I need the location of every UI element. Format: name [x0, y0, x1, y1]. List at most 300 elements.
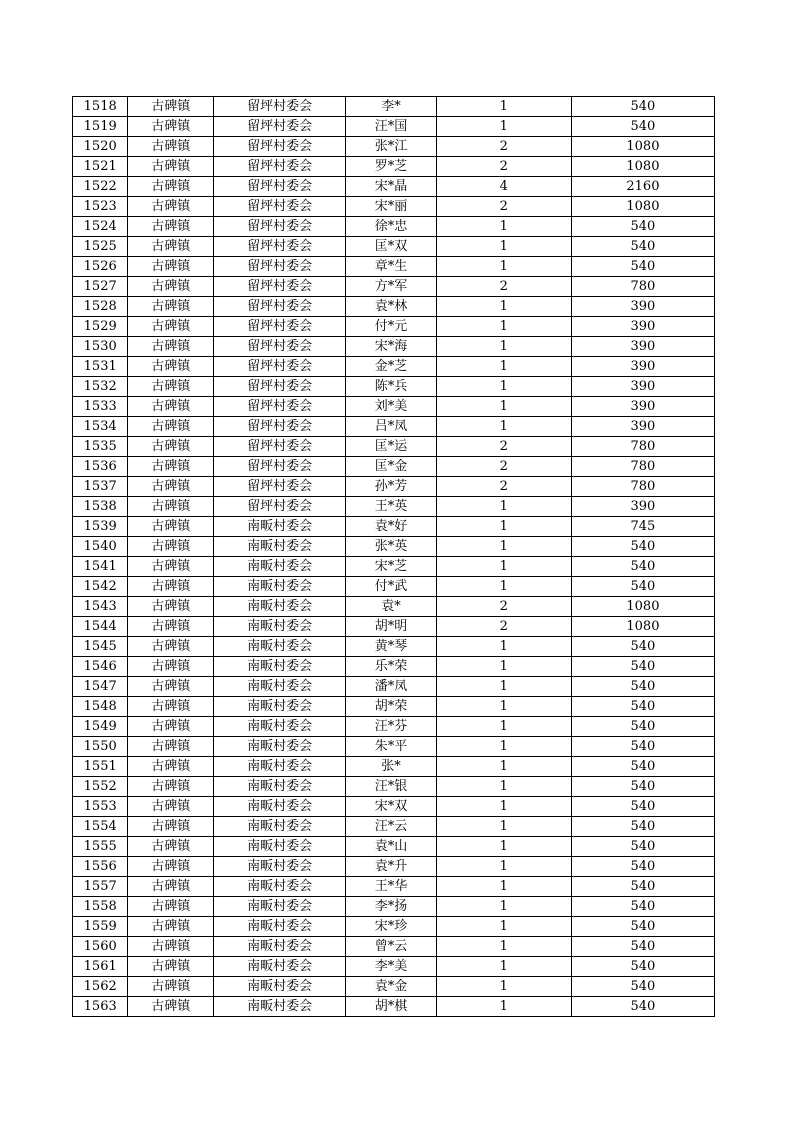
row-number: 1555: [73, 837, 128, 857]
row-number: 1535: [73, 437, 128, 457]
amount-cell: 780: [571, 457, 714, 477]
town-cell: 古碑镇: [128, 377, 214, 397]
count-cell: 1: [436, 717, 571, 737]
count-cell: 2: [436, 137, 571, 157]
name-cell: 袁*升: [346, 857, 437, 877]
amount-cell: 540: [571, 857, 714, 877]
village-cell: 留坪村委会: [214, 437, 346, 457]
table-row: [73, 737, 715, 757]
amount-cell: 1080: [571, 617, 714, 637]
row-number: 1543: [73, 597, 128, 617]
table-row: [73, 497, 715, 517]
count-cell: 1: [436, 97, 571, 117]
table-row: [73, 177, 715, 197]
amount-cell: 540: [571, 697, 714, 717]
town-cell: 古碑镇: [128, 977, 214, 997]
table-row: [73, 397, 715, 417]
row-number: 1525: [73, 237, 128, 257]
town-cell: 古碑镇: [128, 157, 214, 177]
amount-cell: 540: [571, 677, 714, 697]
row-number: 1548: [73, 697, 128, 717]
amount-cell: 540: [571, 977, 714, 997]
town-cell: 古碑镇: [128, 177, 214, 197]
count-cell: 2: [436, 477, 571, 497]
name-cell: 袁*好: [346, 517, 437, 537]
village-cell: 南畈村委会: [214, 917, 346, 937]
amount-cell: 540: [571, 117, 714, 137]
town-cell: 古碑镇: [128, 277, 214, 297]
count-cell: 1: [436, 737, 571, 757]
row-number: 1523: [73, 197, 128, 217]
town-cell: 古碑镇: [128, 337, 214, 357]
amount-cell: 390: [571, 377, 714, 397]
count-cell: 1: [436, 317, 571, 337]
count-cell: 1: [436, 537, 571, 557]
village-cell: 南畈村委会: [214, 897, 346, 917]
town-cell: 古碑镇: [128, 797, 214, 817]
row-number: 1554: [73, 817, 128, 837]
row-number: 1553: [73, 797, 128, 817]
name-cell: 罗*芝: [346, 157, 437, 177]
amount-cell: 540: [571, 577, 714, 597]
name-cell: 张*江: [346, 137, 437, 157]
name-cell: 刘*美: [346, 397, 437, 417]
village-cell: 留坪村委会: [214, 197, 346, 217]
row-number: 1539: [73, 517, 128, 537]
town-cell: 古碑镇: [128, 537, 214, 557]
town-cell: 古碑镇: [128, 257, 214, 277]
count-cell: 1: [436, 397, 571, 417]
town-cell: 古碑镇: [128, 317, 214, 337]
row-number: 1532: [73, 377, 128, 397]
village-cell: 南畈村委会: [214, 657, 346, 677]
name-cell: 黄*琴: [346, 637, 437, 657]
row-number: 1557: [73, 877, 128, 897]
name-cell: 陈*兵: [346, 377, 437, 397]
amount-cell: 540: [571, 877, 714, 897]
table-row: [73, 337, 715, 357]
amount-cell: 540: [571, 997, 714, 1017]
village-cell: 南畈村委会: [214, 977, 346, 997]
amount-cell: 780: [571, 277, 714, 297]
amount-cell: 540: [571, 777, 714, 797]
table-row: [73, 617, 715, 637]
row-number: 1533: [73, 397, 128, 417]
row-number: 1549: [73, 717, 128, 737]
town-cell: 古碑镇: [128, 497, 214, 517]
count-cell: 2: [436, 617, 571, 637]
row-number: 1542: [73, 577, 128, 597]
row-number: 1537: [73, 477, 128, 497]
name-cell: 宋*海: [346, 337, 437, 357]
village-cell: 南畈村委会: [214, 677, 346, 697]
row-number: 1521: [73, 157, 128, 177]
table-row: [73, 517, 715, 537]
name-cell: 宋*晶: [346, 177, 437, 197]
table-row: [73, 417, 715, 437]
amount-cell: 540: [571, 817, 714, 837]
amount-cell: 540: [571, 637, 714, 657]
count-cell: 1: [436, 297, 571, 317]
row-number: 1559: [73, 917, 128, 937]
row-number: 1528: [73, 297, 128, 317]
name-cell: 匡*金: [346, 457, 437, 477]
row-number: 1520: [73, 137, 128, 157]
count-cell: 1: [436, 257, 571, 277]
amount-cell: 540: [571, 717, 714, 737]
count-cell: 1: [436, 677, 571, 697]
name-cell: 张*英: [346, 537, 437, 557]
village-cell: 留坪村委会: [214, 97, 346, 117]
row-number: 1545: [73, 637, 128, 657]
village-cell: 留坪村委会: [214, 417, 346, 437]
count-cell: 2: [436, 457, 571, 477]
count-cell: 1: [436, 357, 571, 377]
name-cell: 汪*芬: [346, 717, 437, 737]
table-row: [73, 157, 715, 177]
count-cell: 2: [436, 597, 571, 617]
count-cell: 1: [436, 797, 571, 817]
town-cell: 古碑镇: [128, 237, 214, 257]
row-number: 1519: [73, 117, 128, 137]
table-row: [73, 237, 715, 257]
amount-cell: 540: [571, 837, 714, 857]
name-cell: 王*华: [346, 877, 437, 897]
village-cell: 留坪村委会: [214, 117, 346, 137]
amount-cell: 540: [571, 217, 714, 237]
count-cell: 2: [436, 437, 571, 457]
village-cell: 南畈村委会: [214, 957, 346, 977]
village-cell: 留坪村委会: [214, 457, 346, 477]
town-cell: 古碑镇: [128, 877, 214, 897]
row-number: 1534: [73, 417, 128, 437]
village-cell: 留坪村委会: [214, 357, 346, 377]
village-cell: 留坪村委会: [214, 277, 346, 297]
count-cell: 1: [436, 497, 571, 517]
name-cell: 胡*棋: [346, 997, 437, 1017]
name-cell: 张*: [346, 757, 437, 777]
count-cell: 1: [436, 857, 571, 877]
amount-cell: 780: [571, 437, 714, 457]
town-cell: 古碑镇: [128, 997, 214, 1017]
count-cell: 1: [436, 637, 571, 657]
name-cell: 宋*芝: [346, 557, 437, 577]
name-cell: 袁*金: [346, 977, 437, 997]
name-cell: 金*芝: [346, 357, 437, 377]
count-cell: 1: [436, 657, 571, 677]
name-cell: 宋*双: [346, 797, 437, 817]
table-row: [73, 557, 715, 577]
count-cell: 1: [436, 217, 571, 237]
table-row: [73, 997, 715, 1017]
count-cell: 1: [436, 417, 571, 437]
town-cell: 古碑镇: [128, 117, 214, 137]
row-number: 1547: [73, 677, 128, 697]
village-cell: 南畈村委会: [214, 537, 346, 557]
subsidy-table: [72, 96, 715, 1017]
village-cell: 南畈村委会: [214, 557, 346, 577]
table-row: [73, 217, 715, 237]
town-cell: 古碑镇: [128, 757, 214, 777]
village-cell: 留坪村委会: [214, 297, 346, 317]
village-cell: 南畈村委会: [214, 697, 346, 717]
table-row: [73, 477, 715, 497]
village-cell: 留坪村委会: [214, 177, 346, 197]
table-row: [73, 677, 715, 697]
village-cell: 留坪村委会: [214, 257, 346, 277]
name-cell: 付*元: [346, 317, 437, 337]
name-cell: 章*生: [346, 257, 437, 277]
name-cell: 汪*云: [346, 817, 437, 837]
row-number: 1544: [73, 617, 128, 637]
village-cell: 留坪村委会: [214, 337, 346, 357]
village-cell: 南畈村委会: [214, 837, 346, 857]
name-cell: 付*武: [346, 577, 437, 597]
village-cell: 留坪村委会: [214, 397, 346, 417]
row-number: 1556: [73, 857, 128, 877]
table-row: [73, 637, 715, 657]
amount-cell: 540: [571, 237, 714, 257]
town-cell: 古碑镇: [128, 417, 214, 437]
name-cell: 袁*: [346, 597, 437, 617]
table-row: [73, 537, 715, 557]
row-number: 1551: [73, 757, 128, 777]
village-cell: 留坪村委会: [214, 317, 346, 337]
table-row: [73, 277, 715, 297]
row-number: 1540: [73, 537, 128, 557]
village-cell: 南畈村委会: [214, 577, 346, 597]
name-cell: 胡*明: [346, 617, 437, 637]
town-cell: 古碑镇: [128, 357, 214, 377]
village-cell: 南畈村委会: [214, 637, 346, 657]
town-cell: 古碑镇: [128, 577, 214, 597]
town-cell: 古碑镇: [128, 557, 214, 577]
village-cell: 南畈村委会: [214, 617, 346, 637]
row-number: 1526: [73, 257, 128, 277]
village-cell: 留坪村委会: [214, 157, 346, 177]
name-cell: 李*美: [346, 957, 437, 977]
count-cell: 2: [436, 157, 571, 177]
town-cell: 古碑镇: [128, 817, 214, 837]
town-cell: 古碑镇: [128, 617, 214, 637]
table-row: [73, 377, 715, 397]
name-cell: 乐*荣: [346, 657, 437, 677]
count-cell: 2: [436, 277, 571, 297]
row-number: 1530: [73, 337, 128, 357]
town-cell: 古碑镇: [128, 457, 214, 477]
count-cell: 1: [436, 697, 571, 717]
row-number: 1531: [73, 357, 128, 377]
village-cell: 南畈村委会: [214, 737, 346, 757]
amount-cell: 390: [571, 337, 714, 357]
name-cell: 汪*国: [346, 117, 437, 137]
amount-cell: 540: [571, 557, 714, 577]
table-row: [73, 917, 715, 937]
amount-cell: 540: [571, 957, 714, 977]
table-row: [73, 197, 715, 217]
table-row: [73, 97, 715, 117]
town-cell: 古碑镇: [128, 897, 214, 917]
amount-cell: 540: [571, 257, 714, 277]
count-cell: 1: [436, 917, 571, 937]
table-row: [73, 457, 715, 477]
village-cell: 南畈村委会: [214, 597, 346, 617]
amount-cell: 390: [571, 417, 714, 437]
amount-cell: 540: [571, 537, 714, 557]
village-cell: 留坪村委会: [214, 477, 346, 497]
town-cell: 古碑镇: [128, 297, 214, 317]
count-cell: 1: [436, 557, 571, 577]
name-cell: 宋*珍: [346, 917, 437, 937]
name-cell: 孙*芳: [346, 477, 437, 497]
amount-cell: 540: [571, 797, 714, 817]
count-cell: 1: [436, 757, 571, 777]
table-row: [73, 257, 715, 277]
village-cell: 南畈村委会: [214, 517, 346, 537]
name-cell: 汪*银: [346, 777, 437, 797]
name-cell: 匡*双: [346, 237, 437, 257]
village-cell: 留坪村委会: [214, 137, 346, 157]
village-cell: 南畈村委会: [214, 797, 346, 817]
table-row: [73, 657, 715, 677]
table-body: [73, 97, 715, 1017]
amount-cell: 1080: [571, 597, 714, 617]
table-row: [73, 977, 715, 997]
town-cell: 古碑镇: [128, 477, 214, 497]
name-cell: 宋*丽: [346, 197, 437, 217]
table-row: [73, 137, 715, 157]
count-cell: 1: [436, 877, 571, 897]
name-cell: 曾*云: [346, 937, 437, 957]
name-cell: 胡*荣: [346, 697, 437, 717]
table-row: [73, 897, 715, 917]
village-cell: 南畈村委会: [214, 757, 346, 777]
amount-cell: 1080: [571, 137, 714, 157]
row-number: 1552: [73, 777, 128, 797]
amount-cell: 540: [571, 897, 714, 917]
name-cell: 匡*运: [346, 437, 437, 457]
village-cell: 南畈村委会: [214, 857, 346, 877]
count-cell: 1: [436, 237, 571, 257]
table-row: [73, 777, 715, 797]
town-cell: 古碑镇: [128, 917, 214, 937]
table-row: [73, 797, 715, 817]
table-row: [73, 877, 715, 897]
count-cell: 1: [436, 937, 571, 957]
town-cell: 古碑镇: [128, 697, 214, 717]
town-cell: 古碑镇: [128, 837, 214, 857]
town-cell: 古碑镇: [128, 677, 214, 697]
town-cell: 古碑镇: [128, 717, 214, 737]
amount-cell: 390: [571, 357, 714, 377]
town-cell: 古碑镇: [128, 597, 214, 617]
town-cell: 古碑镇: [128, 97, 214, 117]
row-number: 1524: [73, 217, 128, 237]
name-cell: 袁*林: [346, 297, 437, 317]
count-cell: 1: [436, 817, 571, 837]
name-cell: 潘*凤: [346, 677, 437, 697]
amount-cell: 1080: [571, 197, 714, 217]
count-cell: 1: [436, 577, 571, 597]
name-cell: 袁*山: [346, 837, 437, 857]
row-number: 1518: [73, 97, 128, 117]
town-cell: 古碑镇: [128, 197, 214, 217]
count-cell: 1: [436, 337, 571, 357]
row-number: 1546: [73, 657, 128, 677]
table-row: [73, 857, 715, 877]
count-cell: 1: [436, 777, 571, 797]
row-number: 1538: [73, 497, 128, 517]
village-cell: 留坪村委会: [214, 217, 346, 237]
village-cell: 南畈村委会: [214, 817, 346, 837]
amount-cell: 2160: [571, 177, 714, 197]
village-cell: 留坪村委会: [214, 237, 346, 257]
name-cell: 王*英: [346, 497, 437, 517]
row-number: 1561: [73, 957, 128, 977]
village-cell: 南畈村委会: [214, 997, 346, 1017]
count-cell: 1: [436, 977, 571, 997]
amount-cell: 540: [571, 917, 714, 937]
town-cell: 古碑镇: [128, 397, 214, 417]
table-row: [73, 357, 715, 377]
name-cell: 李*扬: [346, 897, 437, 917]
village-cell: 南畈村委会: [214, 717, 346, 737]
row-number: 1536: [73, 457, 128, 477]
amount-cell: 540: [571, 97, 714, 117]
amount-cell: 390: [571, 497, 714, 517]
town-cell: 古碑镇: [128, 957, 214, 977]
town-cell: 古碑镇: [128, 437, 214, 457]
row-number: 1527: [73, 277, 128, 297]
name-cell: 朱*平: [346, 737, 437, 757]
town-cell: 古碑镇: [128, 217, 214, 237]
table-row: [73, 837, 715, 857]
amount-cell: 540: [571, 937, 714, 957]
count-cell: 1: [436, 837, 571, 857]
amount-cell: 780: [571, 477, 714, 497]
amount-cell: 745: [571, 517, 714, 537]
town-cell: 古碑镇: [128, 137, 214, 157]
town-cell: 古碑镇: [128, 637, 214, 657]
name-cell: 徐*忠: [346, 217, 437, 237]
amount-cell: 390: [571, 317, 714, 337]
amount-cell: 540: [571, 737, 714, 757]
table-row: [73, 117, 715, 137]
count-cell: 1: [436, 117, 571, 137]
name-cell: 李*: [346, 97, 437, 117]
count-cell: 1: [436, 997, 571, 1017]
name-cell: 方*军: [346, 277, 437, 297]
count-cell: 1: [436, 377, 571, 397]
amount-cell: 1080: [571, 157, 714, 177]
table-row: [73, 297, 715, 317]
town-cell: 古碑镇: [128, 517, 214, 537]
row-number: 1563: [73, 997, 128, 1017]
table-row: [73, 957, 715, 977]
table-row: [73, 597, 715, 617]
row-number: 1550: [73, 737, 128, 757]
row-number: 1562: [73, 977, 128, 997]
count-cell: 1: [436, 897, 571, 917]
table-row: [73, 577, 715, 597]
count-cell: 1: [436, 517, 571, 537]
row-number: 1541: [73, 557, 128, 577]
row-number: 1529: [73, 317, 128, 337]
table-row: [73, 317, 715, 337]
row-number: 1558: [73, 897, 128, 917]
village-cell: 留坪村委会: [214, 377, 346, 397]
town-cell: 古碑镇: [128, 657, 214, 677]
